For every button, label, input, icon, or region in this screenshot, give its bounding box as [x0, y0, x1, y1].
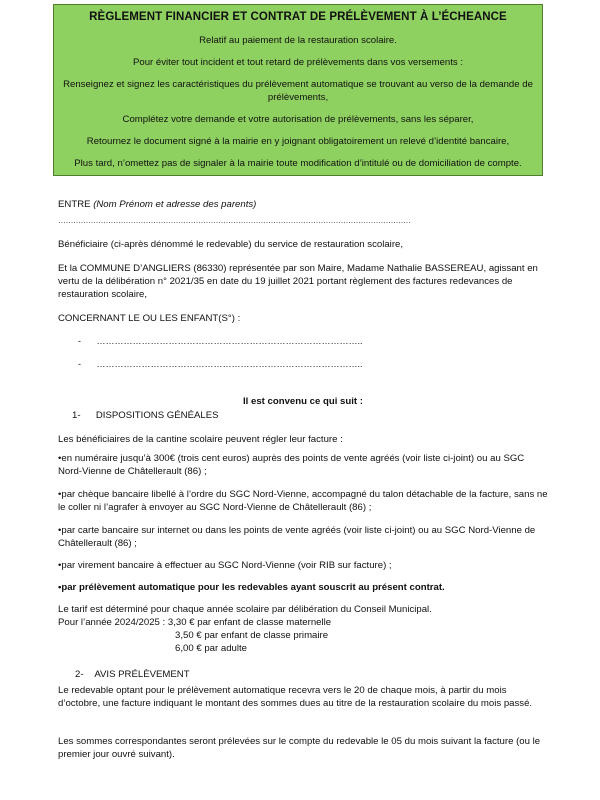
section1-number: 1- — [72, 410, 81, 421]
child-dots: …………………………………………………………………………….. — [96, 336, 363, 346]
commune-text: Et la COMMUNE D’ANGLIERS (86330) représentée par son Maire, Madame Nathalie BASSEREAU, agissant en vertu de la délibération n° 2021/35 en date du 19 juillet 2021 portant règlement des factures redevances de restauration scolaire, — [58, 263, 538, 300]
section2-number: 2- — [75, 669, 84, 680]
header-line-2: Pour éviter tout incident et tout retard de prélèvements dans vos versements : — [132, 57, 464, 68]
header-line-5: Retournez le document signé à la mairie en y joignant obligatoirement un relevé d’identité bancaire, — [86, 136, 510, 147]
child-dots: …………………………………………………………………………….. — [96, 359, 363, 369]
child-dash: - — [78, 359, 81, 369]
payment-item-1: •en numéraire jusqu’à 300€ (trois cent euros) auprès des points de vente agréés (voir liste ci-joint) ou au SGC Nord-Vienne de Châtellerault (86) ; — [58, 453, 525, 477]
header-line-3: Renseignez et signez les caractéristiques du prélèvement automatique se trouvant au verso de la demande de prélèvements, — [63, 79, 533, 103]
section2-para1: Le redevable optant pour le prélèvement automatique recevra vers le 20 de chaque mois, à partir du mois d’octobre, une facture indiquant le montant des sommes dues au titre de la restauration scolaire du mois passé. — [58, 685, 533, 709]
document-title: RÈGLEMENT FINANCIER ET CONTRAT DE PRÉLÈVEMENT À L’ÉCHEANCE — [89, 11, 507, 23]
payment-item-5: •par prélèvement automatique pour les redevables ayant souscrit au présent contrat. — [58, 582, 445, 593]
section2-title: AVIS PRÉLÈVEMENT — [94, 669, 190, 680]
beneficiaire-text: Bénéficiaire (ci-après dénommé le redevable) du service de restauration scolaire, — [58, 239, 404, 250]
tarif-year-row — [58, 616, 548, 629]
price-3: 6,00 € par adulte — [175, 643, 248, 654]
section2-para2: Les sommes correspondantes seront prélevées sur le compte du redevable le 05 du mois suivant la facture (ou le premier jour ouvré suivant). — [58, 736, 541, 760]
concernant-label: CONCERNANT LE OU LES ENFANT(S°) : — [58, 313, 241, 324]
child-dash: - — [78, 336, 81, 346]
header-line-1: Relatif au paiement de la restauration scolaire. — [199, 35, 397, 46]
header-box — [53, 4, 543, 176]
entre-dots: …………………………………………………………………………………………………………………………… — [58, 216, 411, 225]
tarif-intro: Le tarif est déterminé pour chaque année scolaire par délibération du Conseil Municipal. — [58, 604, 432, 615]
payment-item-4: •par virement bancaire à effectuer au SGC Nord-Vienne (voir RIB sur facture) ; — [58, 560, 392, 571]
section1-title: DISPOSITIONS GÉNÉALES — [95, 410, 219, 421]
section1-heading — [72, 409, 562, 422]
convenu-heading: Il est convenu ce qui suit : — [243, 396, 363, 407]
section1-intro: Les bénéficiaires de la cantine scolaire peuvent régler leur facture : — [58, 434, 343, 445]
price-1: 3,30 € par enfant de classe maternelle — [167, 617, 332, 628]
header-line-4: Complétez votre demande et votre autorisation de prélèvements, sans les séparer, — [122, 114, 474, 125]
child-line-1 — [78, 336, 363, 346]
entre-word: ENTRE — [58, 199, 91, 210]
child-line-2 — [78, 359, 363, 369]
entre-hint: (Nom Prénom et adresse des parents) — [93, 199, 257, 210]
price-2: 3,50 € par enfant de classe primaire — [175, 630, 329, 641]
header-line-6: Plus tard, n’omettez pas de signaler à la mairie toute modification d’intitulé ou de domiciliation de compte. — [74, 158, 522, 169]
entre-label — [58, 198, 548, 211]
section2-heading — [75, 668, 565, 681]
payment-item-3: •par carte bancaire sur internet ou dans les points de vente agréés (voir liste ci-joint) ou au SGC Nord-Vienne de Châtellerault (86) ; — [58, 525, 536, 549]
tarif-year: Pour l’année 2024/2025 : — [58, 617, 166, 628]
payment-item-2: •par chèque bancaire libellé à l’ordre du SGC Nord-Vienne, accompagné du talon détachable de la facture, sans ne le coller ni l’agrafer à envoyer au SGC Nord-Vienne de Châtellerault (86) ; — [58, 489, 548, 513]
